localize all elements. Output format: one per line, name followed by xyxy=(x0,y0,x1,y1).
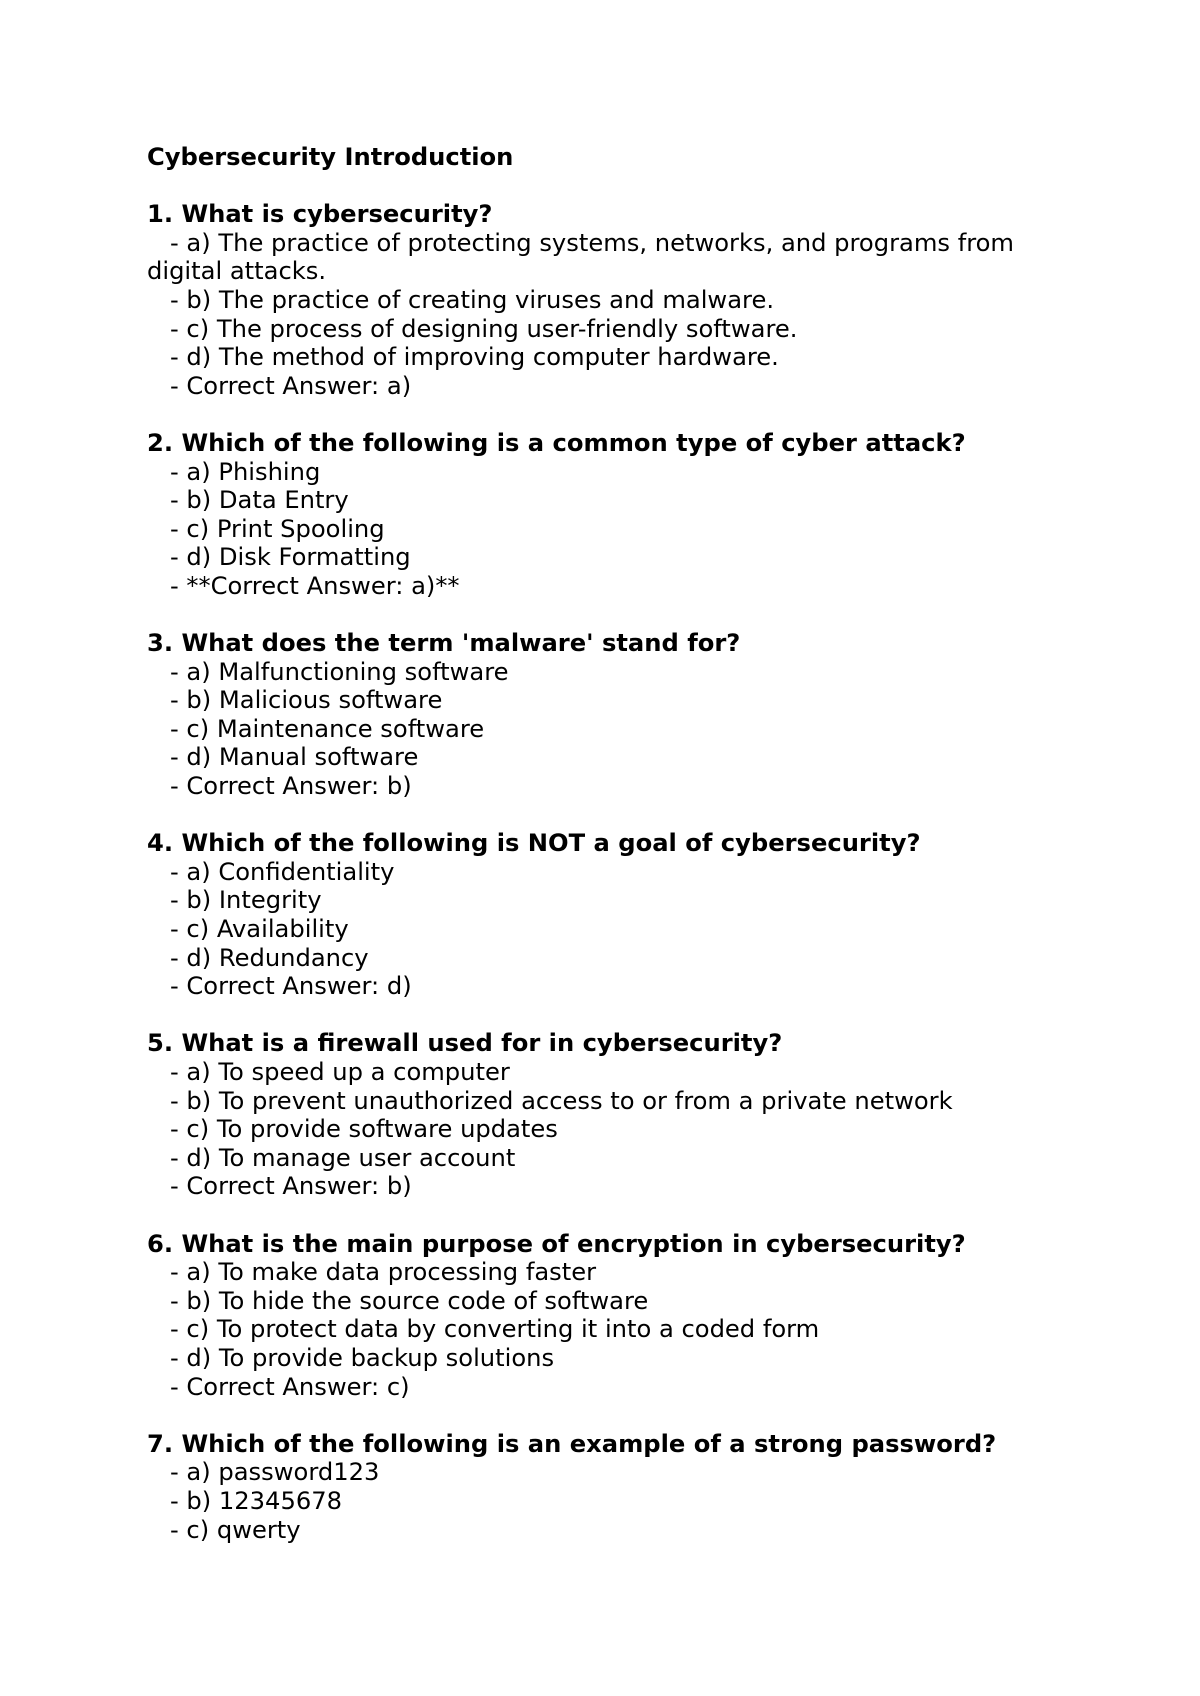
option-b: - b) 12345678 xyxy=(170,1486,343,1515)
question-title: 7. Which of the following is an example of a strong password? xyxy=(147,1429,997,1458)
option-c: - c) qwerty xyxy=(170,1515,301,1544)
question-title: 2. Which of the following is a common type of cyber attack? xyxy=(147,428,966,457)
option-b: - b) To hide the source code of software xyxy=(170,1286,649,1315)
blank-line xyxy=(147,1201,1047,1230)
option-b: - b) The practice of creating viruses and malware. xyxy=(170,285,775,314)
question-title: 5. What is a firewall used for in cybersecurity? xyxy=(147,1029,783,1058)
option-d: - d) Manual software xyxy=(170,743,419,772)
question-5 xyxy=(147,1029,1047,1201)
option-c: - c) Availability xyxy=(170,915,349,944)
document-title: Cybersecurity Introduction xyxy=(147,143,514,171)
question-4 xyxy=(147,829,1047,1001)
question-6 xyxy=(147,1230,1047,1402)
option-d: - d) To manage user account xyxy=(170,1143,516,1172)
option-d: - d) The method of improving computer hardware. xyxy=(170,343,779,372)
question-2 xyxy=(147,429,1047,601)
option-a: - a) Confidentiality xyxy=(170,857,395,886)
correct-answer: - Correct Answer: b) xyxy=(170,772,412,801)
blank-line xyxy=(147,1401,1047,1430)
option-b: - b) To prevent unauthorized access to or from a private network xyxy=(170,1086,953,1115)
option-d: - d) Disk Formatting xyxy=(170,543,411,572)
question-title: 3. What does the term 'malware' stand for? xyxy=(147,629,741,658)
option-b: - b) Data Entry xyxy=(170,486,349,515)
option-d: - d) Redundancy xyxy=(170,943,369,972)
option-c: - c) Print Spooling xyxy=(170,514,385,543)
blank-line xyxy=(147,172,1047,201)
blank-line xyxy=(147,601,1047,630)
correct-answer: - **Correct Answer: a)** xyxy=(170,571,460,600)
document-body xyxy=(147,143,1047,1544)
option-b: - b) Integrity xyxy=(170,886,322,915)
option-d: - d) To provide backup solutions xyxy=(170,1343,555,1372)
correct-answer: - Correct Answer: b) xyxy=(170,1172,412,1201)
correct-answer: - Correct Answer: a) xyxy=(170,371,412,400)
question-1 xyxy=(147,200,1047,400)
question-3 xyxy=(147,629,1047,801)
blank-line xyxy=(147,400,1047,429)
option-a: - a) To speed up a computer xyxy=(170,1058,510,1086)
option-a: - a) Phishing xyxy=(170,457,321,486)
option-a: - a) To make data processing faster xyxy=(170,1258,597,1287)
question-title: 4. Which of the following is NOT a goal of cybersecurity? xyxy=(147,829,921,858)
question-title: 1. What is cybersecurity? xyxy=(147,200,493,229)
option-c: - c) To provide software updates xyxy=(170,1115,558,1144)
blank-line xyxy=(147,1001,1047,1030)
option-b: - b) Malicious software xyxy=(170,686,443,715)
option-a: - a) The practice of protecting systems, networks, and programs from digital attacks. xyxy=(147,228,1014,286)
question-7 xyxy=(147,1430,1047,1544)
option-a: - a) Malfunctioning software xyxy=(170,657,509,686)
option-c: - c) Maintenance software xyxy=(170,714,485,743)
correct-answer: - Correct Answer: d) xyxy=(170,972,412,1001)
correct-answer: - Correct Answer: c) xyxy=(170,1372,410,1401)
question-title: 6. What is the main purpose of encryption in cybersecurity? xyxy=(147,1229,966,1258)
option-a: - a) password123 xyxy=(170,1458,380,1487)
option-c: - c) To protect data by converting it into a coded form xyxy=(170,1315,820,1344)
blank-line xyxy=(147,801,1047,830)
option-c: - c) The process of designing user-friendly software. xyxy=(170,314,798,343)
